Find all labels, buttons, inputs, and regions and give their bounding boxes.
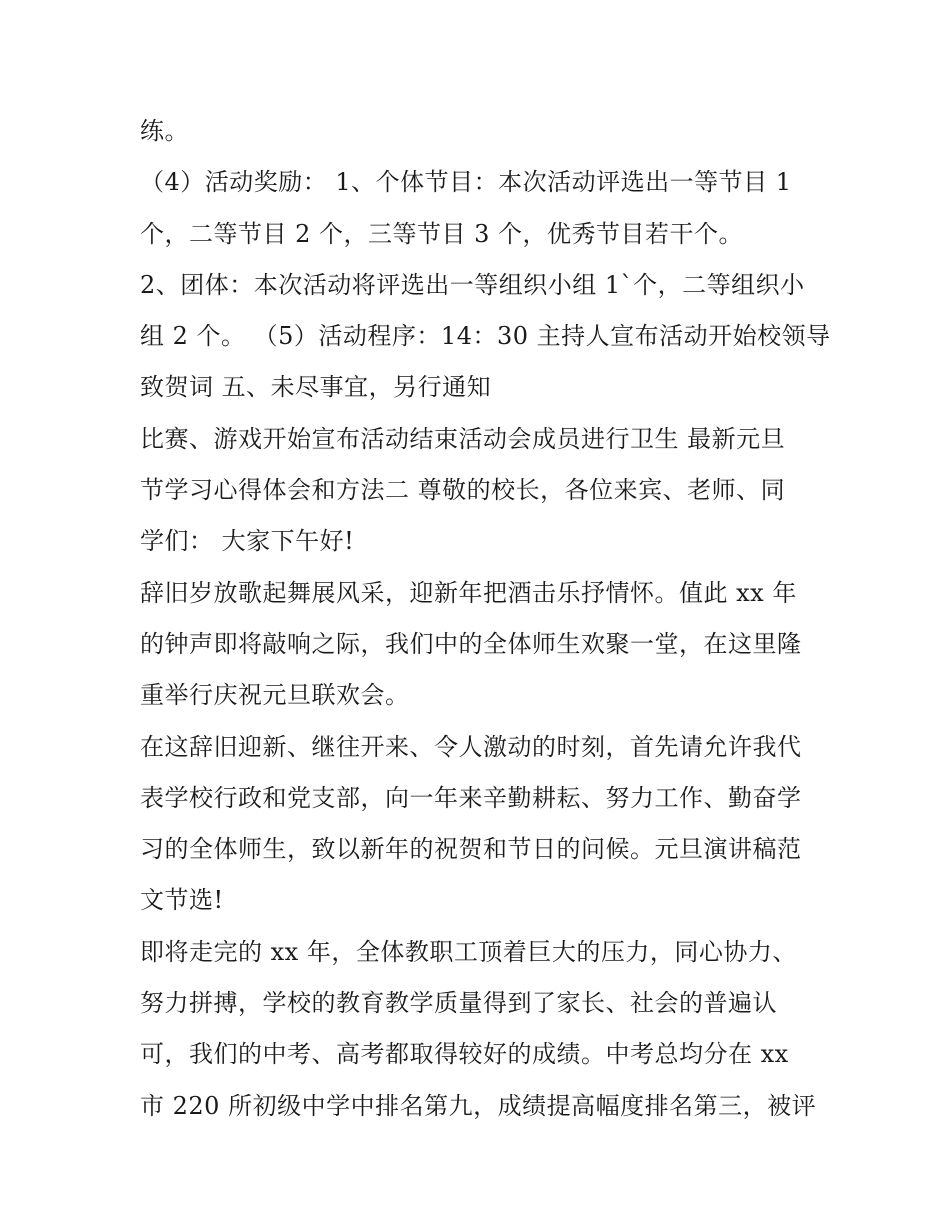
text-line: 节学习心得体会和方法二 尊敬的校长，各位来宾、老师、同 — [140, 476, 786, 505]
text-line: 习的全体师生，致以新年的祝贺和节日的问候。元旦演讲稿范 — [140, 835, 802, 864]
text-line: 表学校行政和党支部，向一年来辛勤耕耘、努力工作、勤奋学 — [140, 783, 802, 812]
text-line: 努力拼搏，学校的教育教学质量得到了家长、社会的普遍认 — [140, 989, 777, 1018]
text-line: 比赛、游戏开始宣布活动结束活动会成员进行卫生 最新元旦 — [140, 424, 786, 453]
document-body — [140, 106, 830, 1132]
text-line: 重举行庆祝元旦联欢会。 — [140, 681, 410, 710]
text-line: 学们： 大家下午好! — [140, 527, 355, 556]
text-line: 即将走完的 xx 年，全体教职工顶着巨大的压力，同心协力、 — [140, 937, 797, 966]
text-line: 辞旧岁放歌起舞展风采，迎新年把酒击乐抒情怀。值此 xx 年 — [140, 578, 797, 607]
text-line: 文节选! — [140, 886, 224, 915]
text-line: 个，二等节目 2 个，三等节目 3 个，优秀节目若干个。 — [140, 219, 744, 248]
text-line: 2、团体：本次活动将评选出一等组织小组 1`个，二等组织小 — [140, 270, 805, 299]
text-line: 练。 — [140, 117, 189, 145]
text-line: 致贺词 五、未尽事宜，另行通知 — [140, 373, 492, 402]
text-line: （4）活动奖励： 1、个体节目：本次活动评选出一等节目 1 — [140, 168, 792, 197]
text-line: 的钟声即将敲响之际，我们中的全体师生欢聚一堂，在这里隆 — [140, 629, 802, 658]
text-line: 可，我们的中考、高考都取得较好的成绩。中考总均分在 xx — [140, 1040, 789, 1069]
text-line: 市 220 所初级中学中排名第九，成绩提高幅度排名第三，被评 — [140, 1091, 817, 1120]
text-line: 在这辞旧迎新、继往开来、令人激动的时刻，首先请允许我代 — [140, 732, 802, 761]
text-line: 组 2 个。 （5）活动程序：14：30 主持人宣布活动开始校领导 — [140, 322, 831, 351]
